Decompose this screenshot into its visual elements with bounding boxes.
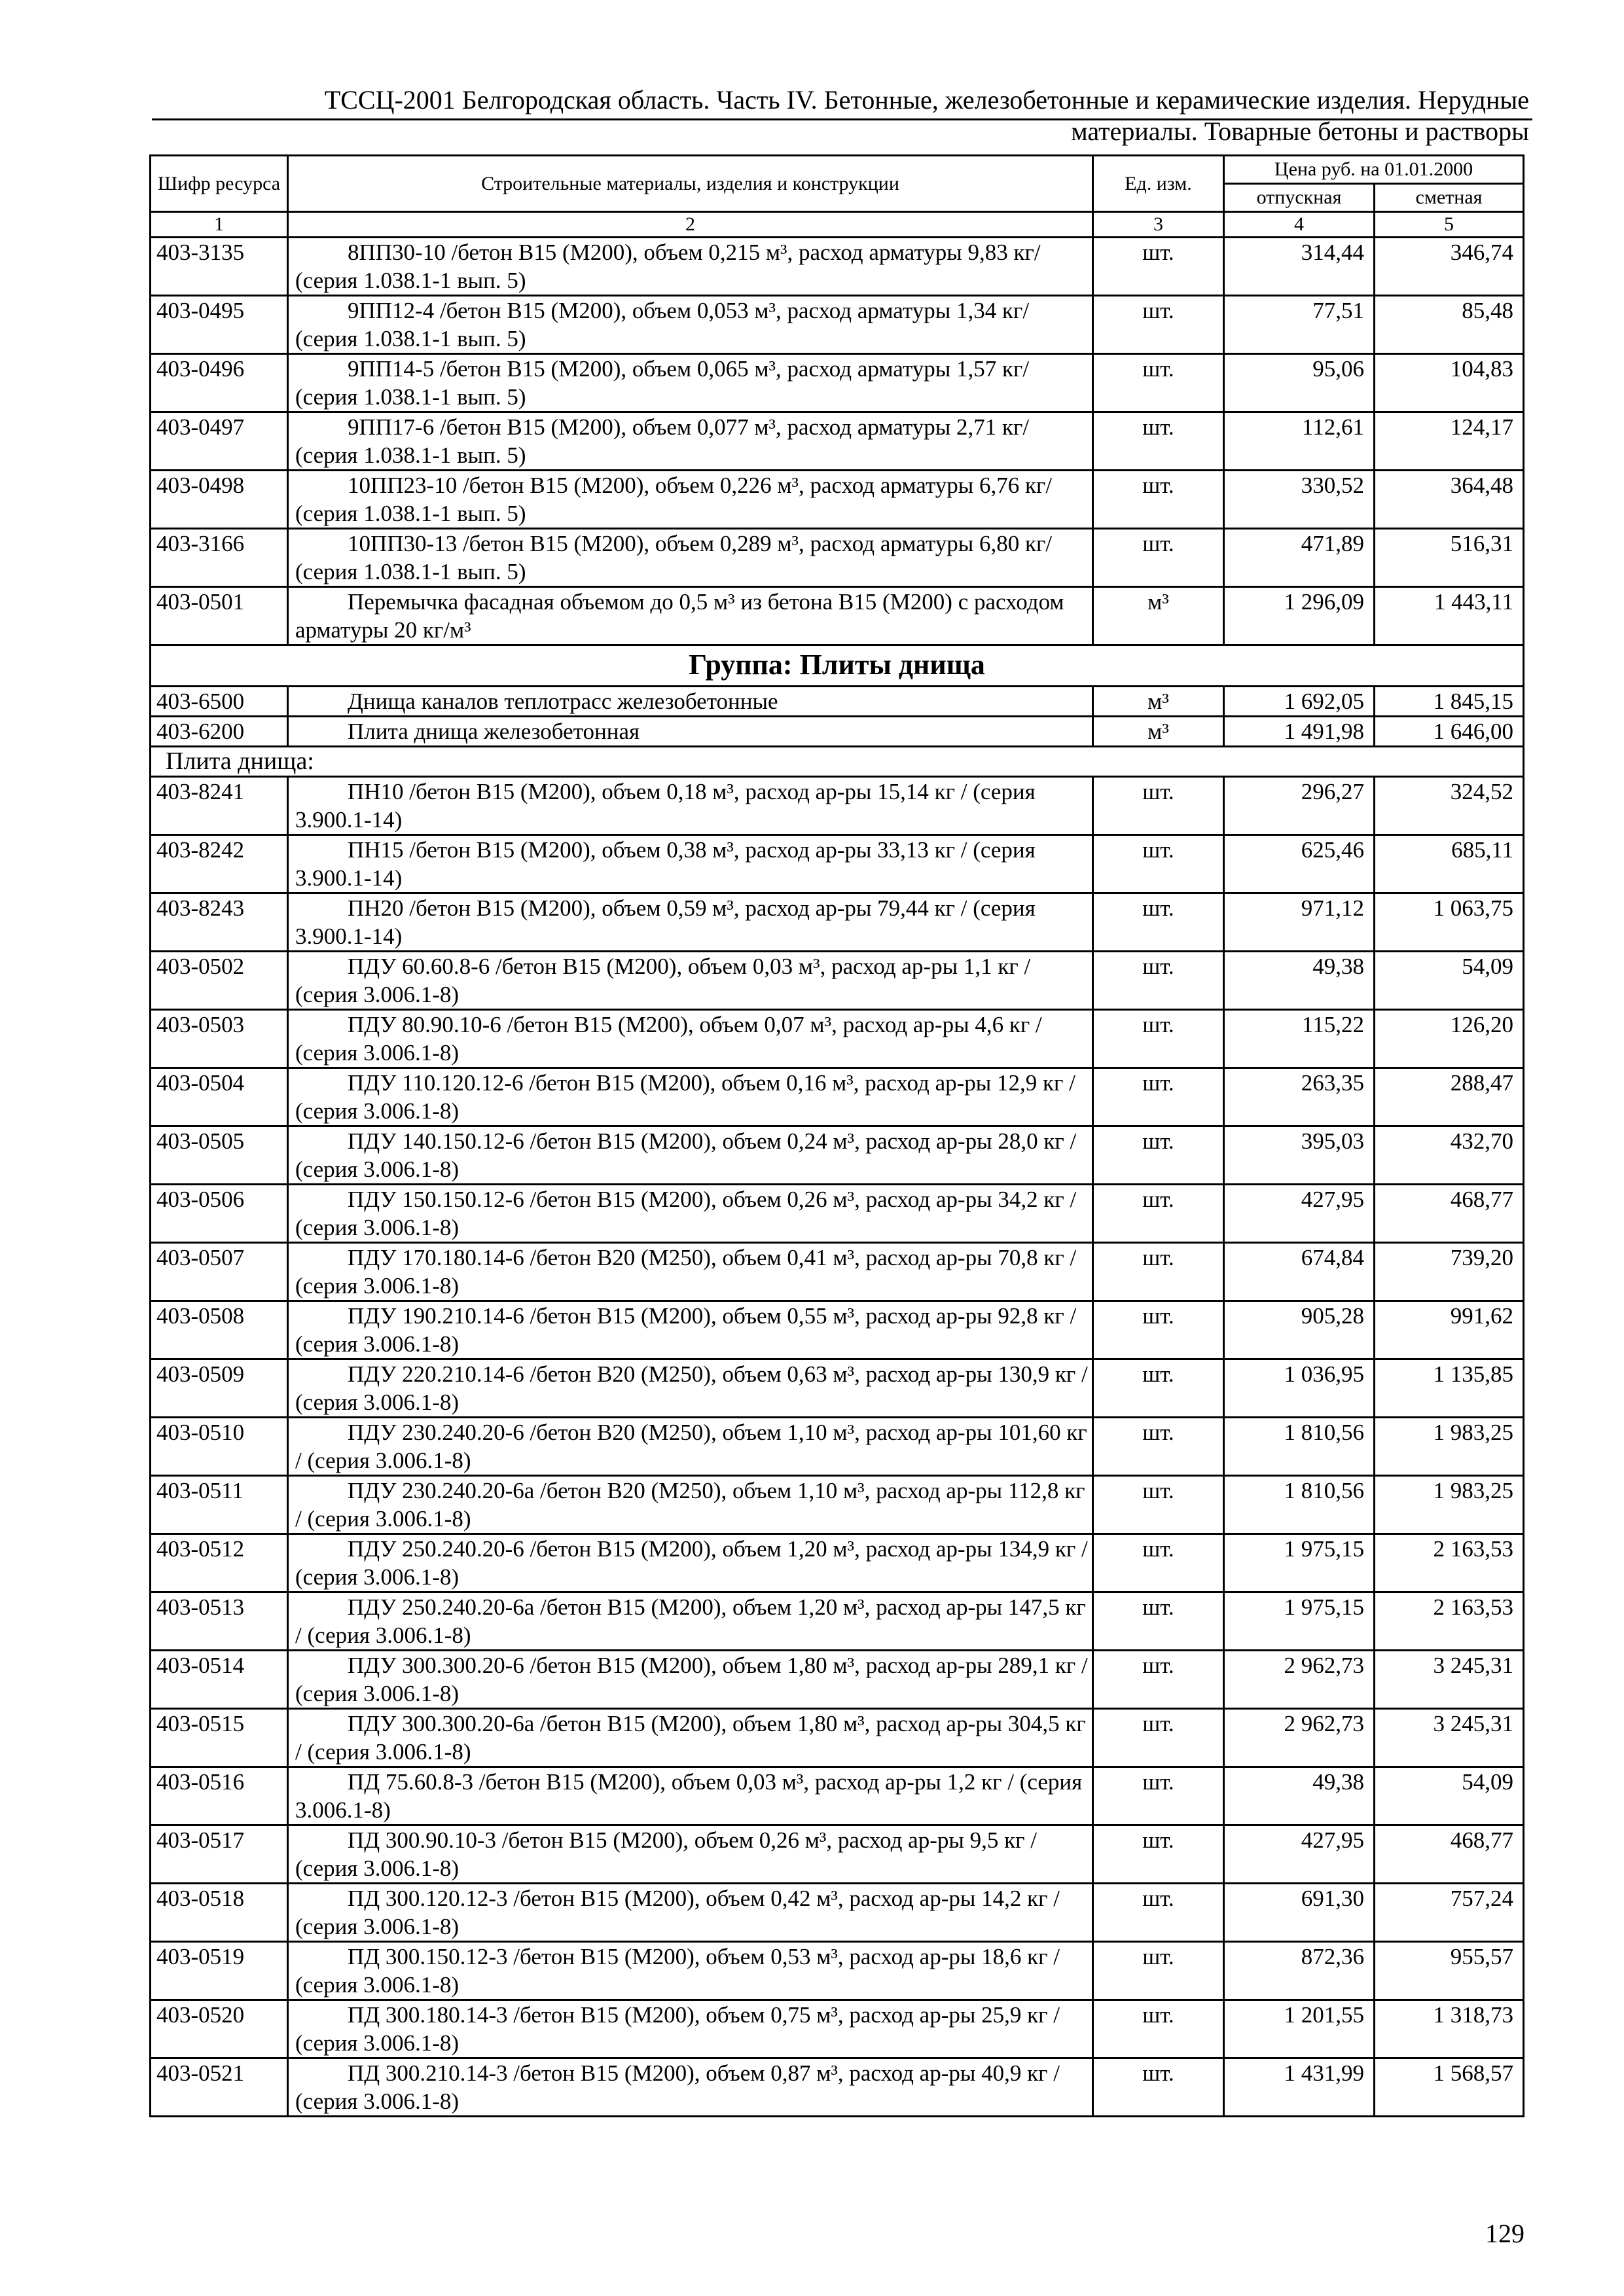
material-name: 9ПП12-4 /бетон В15 (М200), объем 0,053 м³, расход арматуры 1,34 кг/ (серия 1.038.1-1 вып. 5) xyxy=(295,298,1030,351)
estimate-price: 324,52 xyxy=(1375,777,1524,835)
material-description xyxy=(288,296,1093,354)
release-price: 1 810,56 xyxy=(1224,1418,1375,1476)
release-price: 1 975,15 xyxy=(1224,1534,1375,1592)
unit-of-measure: шт. xyxy=(1093,2058,1224,2117)
table-row xyxy=(151,238,1524,296)
release-price: 1 692,05 xyxy=(1224,687,1375,717)
table-row xyxy=(151,1301,1524,1359)
estimate-price: 346,74 xyxy=(1375,238,1524,296)
material-name: Плита днища железобетонная xyxy=(348,719,640,744)
release-price: 314,44 xyxy=(1224,238,1375,296)
material-name: ПДУ 80.90.10-6 /бетон В15 (М200), объем 0,07 м³, расход ар-ры 4,6 кг / (серия 3.006.1-8) xyxy=(295,1012,1042,1066)
unit-of-measure: шт. xyxy=(1093,1418,1224,1476)
unit-of-measure: шт. xyxy=(1093,354,1224,412)
estimate-price: 468,77 xyxy=(1375,1185,1524,1243)
material-name: ПДУ 60.60.8-6 /бетон В15 (М200), объем 0,03 м³, расход ар-ры 1,1 кг / (серия 3.006.1-8) xyxy=(295,954,1031,1007)
material-name: ПДУ 170.180.14-6 /бетон В20 (М250), объем 0,41 м³, расход ар-ры 70,8 кг / (серия 3.006.1-8) xyxy=(295,1245,1077,1299)
table-row xyxy=(151,587,1524,645)
estimate-price: 3 245,31 xyxy=(1375,1709,1524,1767)
table-row xyxy=(151,777,1524,835)
material-description xyxy=(288,1243,1093,1301)
estimate-price: 432,70 xyxy=(1375,1126,1524,1185)
resource-code: 403-0505 xyxy=(151,1126,288,1185)
material-description xyxy=(288,238,1093,296)
resource-code: 403-0521 xyxy=(151,2058,288,2117)
resource-code: 403-3166 xyxy=(151,529,288,587)
estimate-price: 54,09 xyxy=(1375,1767,1524,1825)
unit-of-measure: шт. xyxy=(1093,1884,1224,1942)
release-price: 49,38 xyxy=(1224,952,1375,1010)
unit-of-measure: шт. xyxy=(1093,835,1224,893)
estimate-price: 685,11 xyxy=(1375,835,1524,893)
table-row xyxy=(151,1884,1524,1942)
unit-of-measure: шт. xyxy=(1093,1010,1224,1068)
material-name: ПН15 /бетон В15 (М200), объем 0,38 м³, расход ар-ры 33,13 кг / (серия 3.900.1-14) xyxy=(295,837,1036,891)
material-description xyxy=(288,354,1093,412)
release-price: 1 201,55 xyxy=(1224,2000,1375,2058)
release-price: 691,30 xyxy=(1224,1884,1375,1942)
unit-of-measure: шт. xyxy=(1093,1068,1224,1126)
table-row xyxy=(151,1418,1524,1476)
unit-of-measure: шт. xyxy=(1093,1767,1224,1825)
estimate-price: 2 163,53 xyxy=(1375,1592,1524,1651)
material-description xyxy=(288,687,1093,717)
resource-code: 403-0520 xyxy=(151,2000,288,2058)
material-description xyxy=(288,1126,1093,1185)
material-description xyxy=(288,777,1093,835)
unit-of-measure: шт. xyxy=(1093,1243,1224,1301)
material-description xyxy=(288,471,1093,529)
column-header-code: Шифр ресурса xyxy=(151,156,288,212)
material-name: ПДУ 230.240.20-6а /бетон В20 (М250), объем 1,10 м³, расход ар-ры 112,8 кг / (серия 3.006.1-8) xyxy=(295,1478,1085,1532)
material-description xyxy=(288,529,1093,587)
release-price: 2 962,73 xyxy=(1224,1709,1375,1767)
estimate-price: 739,20 xyxy=(1375,1243,1524,1301)
unit-of-measure: шт. xyxy=(1093,952,1224,1010)
table-row xyxy=(151,296,1524,354)
material-description xyxy=(288,1068,1093,1126)
table-row xyxy=(151,717,1524,747)
resource-code: 403-0511 xyxy=(151,1476,288,1534)
material-name: 8ПП30-10 /бетон В15 (М200), объем 0,215 м³, расход арматуры 9,83 кг/ (серия 1.038.1-1 вып. 5) xyxy=(295,240,1041,293)
estimate-price: 2 163,53 xyxy=(1375,1534,1524,1592)
table-row xyxy=(151,1651,1524,1709)
estimate-price: 757,24 xyxy=(1375,1884,1524,1942)
material-name: ПДУ 190.210.14-6 /бетон В15 (М200), объем 0,55 м³, расход ар-ры 92,8 кг / (серия 3.006.1-8) xyxy=(295,1303,1077,1357)
resource-code: 403-8242 xyxy=(151,835,288,893)
unit-of-measure: шт. xyxy=(1093,1185,1224,1243)
resource-code: 403-6500 xyxy=(151,687,288,717)
material-name: 10ПП23-10 /бетон В15 (М200), объем 0,226 м³, расход арматуры 6,76 кг/ (серия 1.038.1-1 вып. 5) xyxy=(295,473,1053,526)
release-price: 905,28 xyxy=(1224,1301,1375,1359)
release-price: 971,12 xyxy=(1224,893,1375,952)
material-name: Перемычка фасадная объемом до 0,5 м³ из бетона В15 (М200) с расходом арматуры 20 кг/м³ xyxy=(295,589,1064,643)
release-price: 95,06 xyxy=(1224,354,1375,412)
group-heading-row xyxy=(151,645,1524,687)
release-price: 1 810,56 xyxy=(1224,1476,1375,1534)
estimate-price: 468,77 xyxy=(1375,1825,1524,1884)
material-name: ПД 300.180.14-3 /бетон В15 (М200), объем 0,75 м³, расход ар-ры 25,9 кг / (серия 3.006.1-8) xyxy=(295,2002,1060,2056)
table-row xyxy=(151,1185,1524,1243)
table-row xyxy=(151,412,1524,471)
estimate-price: 364,48 xyxy=(1375,471,1524,529)
table-row xyxy=(151,1825,1524,1884)
resource-code: 403-0506 xyxy=(151,1185,288,1243)
unit-of-measure: шт. xyxy=(1093,893,1224,952)
table-row xyxy=(151,2000,1524,2058)
material-name: ПДУ 230.240.20-6 /бетон В20 (М250), объем 1,10 м³, расход ар-ры 101,60 кг / (серия 3.006.1-8) xyxy=(295,1420,1087,1473)
estimate-price: 288,47 xyxy=(1375,1068,1524,1126)
unit-of-measure: шт. xyxy=(1093,1592,1224,1651)
release-price: 77,51 xyxy=(1224,296,1375,354)
resource-code: 403-0513 xyxy=(151,1592,288,1651)
estimate-price: 1 845,15 xyxy=(1375,687,1524,717)
unit-of-measure: м³ xyxy=(1093,587,1224,645)
table-row xyxy=(151,687,1524,717)
resource-code: 403-8243 xyxy=(151,893,288,952)
material-description xyxy=(288,1942,1093,2000)
unit-of-measure: м³ xyxy=(1093,717,1224,747)
estimate-price: 991,62 xyxy=(1375,1301,1524,1359)
material-description xyxy=(288,1301,1093,1359)
resource-code: 403-0504 xyxy=(151,1068,288,1126)
column-header-unit: Ед. изм. xyxy=(1093,156,1224,212)
page-number: 129 xyxy=(1485,2219,1525,2248)
unit-of-measure: шт. xyxy=(1093,1126,1224,1185)
column-header-price-estimate: сметная xyxy=(1375,184,1524,212)
estimate-price: 3 245,31 xyxy=(1375,1651,1524,1709)
material-description xyxy=(288,1359,1093,1418)
estimate-price: 85,48 xyxy=(1375,296,1524,354)
resource-code: 403-0518 xyxy=(151,1884,288,1942)
resource-code: 403-0502 xyxy=(151,952,288,1010)
material-description xyxy=(288,1476,1093,1534)
release-price: 1 491,98 xyxy=(1224,717,1375,747)
material-description xyxy=(288,1534,1093,1592)
material-name: ПН10 /бетон В15 (М200), объем 0,18 м³, расход ар-ры 15,14 кг / (серия 3.900.1-14) xyxy=(295,779,1036,833)
material-name: ПДУ 300.300.20-6а /бетон В15 (М200), объем 1,80 м³, расход ар-ры 304,5 кг / (серия 3.006.1-8) xyxy=(295,1711,1086,1765)
release-price: 263,35 xyxy=(1224,1068,1375,1126)
unit-of-measure: м³ xyxy=(1093,687,1224,717)
resource-code: 403-0498 xyxy=(151,471,288,529)
material-name: ПД 300.210.14-3 /бетон В15 (М200), объем 0,87 м³, расход ар-ры 40,9 кг / (серия 3.006.1-8) xyxy=(295,2060,1060,2114)
table-row xyxy=(151,893,1524,952)
material-description xyxy=(288,1884,1093,1942)
estimate-price: 126,20 xyxy=(1375,1010,1524,1068)
resource-code: 403-0501 xyxy=(151,587,288,645)
material-name: 9ПП14-5 /бетон В15 (М200), объем 0,065 м³, расход арматуры 1,57 кг/ (серия 1.038.1-1 вып. 5) xyxy=(295,356,1030,410)
material-name: 10ПП30-13 /бетон В15 (М200), объем 0,289 м³, расход арматуры 6,80 кг/ (серия 1.038.1-1 вып. 5) xyxy=(295,531,1053,584)
estimate-price: 1 318,73 xyxy=(1375,2000,1524,2058)
estimate-price: 1 983,25 xyxy=(1375,1418,1524,1476)
subheading-row xyxy=(151,747,1524,777)
table-row xyxy=(151,1068,1524,1126)
release-price: 395,03 xyxy=(1224,1126,1375,1185)
material-description xyxy=(288,2058,1093,2117)
release-price: 1 975,15 xyxy=(1224,1592,1375,1651)
table-row xyxy=(151,1942,1524,2000)
unit-of-measure: шт. xyxy=(1093,529,1224,587)
material-name: ПДУ 110.120.12-6 /бетон В15 (М200), объем 0,16 м³, расход ар-ры 12,9 кг / (серия 3.006.1-8) xyxy=(295,1070,1075,1124)
column-number: 2 xyxy=(288,212,1093,238)
release-price: 427,95 xyxy=(1224,1185,1375,1243)
release-price: 296,27 xyxy=(1224,777,1375,835)
resource-code: 403-0509 xyxy=(151,1359,288,1418)
resource-code: 403-0507 xyxy=(151,1243,288,1301)
table-row xyxy=(151,1126,1524,1185)
material-name: ПН20 /бетон В15 (М200), объем 0,59 м³, расход ар-ры 79,44 кг / (серия 3.900.1-14) xyxy=(295,895,1036,949)
resource-code: 403-0508 xyxy=(151,1301,288,1359)
release-price: 471,89 xyxy=(1224,529,1375,587)
material-name: 9ПП17-6 /бетон В15 (М200), объем 0,077 м³, расход арматуры 2,71 кг/ (серия 1.038.1-1 вып. 5) xyxy=(295,414,1030,468)
estimate-price: 1 063,75 xyxy=(1375,893,1524,952)
resource-code: 403-6200 xyxy=(151,717,288,747)
estimate-price: 1 568,57 xyxy=(1375,2058,1524,2117)
unit-of-measure: шт. xyxy=(1093,2000,1224,2058)
material-name: ПДУ 150.150.12-6 /бетон В15 (М200), объем 0,26 м³, расход ар-ры 34,2 кг / (серия 3.006.1-8) xyxy=(295,1187,1077,1240)
table-row xyxy=(151,471,1524,529)
material-name: ПД 300.120.12-3 /бетон В15 (М200), объем 0,42 м³, расход ар-ры 14,2 кг / (серия 3.006.1-8) xyxy=(295,1886,1060,1939)
estimate-price: 54,09 xyxy=(1375,952,1524,1010)
group-heading: Группа: Плиты днища xyxy=(151,645,1524,687)
material-description xyxy=(288,952,1093,1010)
resource-code: 403-0496 xyxy=(151,354,288,412)
release-price: 115,22 xyxy=(1224,1010,1375,1068)
material-name: ПДУ 250.240.20-6 /бетон В15 (М200), объем 1,20 м³, расход ар-ры 134,9 кг / (серия 3.006.1-8) xyxy=(295,1536,1088,1590)
release-price: 872,36 xyxy=(1224,1942,1375,2000)
material-name: Днища каналов теплотрасс железобетонные xyxy=(348,689,778,714)
material-description xyxy=(288,835,1093,893)
table-row xyxy=(151,1359,1524,1418)
column-number: 1 xyxy=(151,212,288,238)
release-price: 427,95 xyxy=(1224,1825,1375,1884)
table-row xyxy=(151,1243,1524,1301)
material-description xyxy=(288,1825,1093,1884)
material-description xyxy=(288,412,1093,471)
resource-code: 403-0514 xyxy=(151,1651,288,1709)
unit-of-measure: шт. xyxy=(1093,1476,1224,1534)
material-name: ПД 300.150.12-3 /бетон В15 (М200), объем 0,53 м³, расход ар-ры 18,6 кг / (серия 3.006.1-8) xyxy=(295,1944,1060,1998)
unit-of-measure: шт. xyxy=(1093,1709,1224,1767)
table-row xyxy=(151,2058,1524,2117)
column-header-price-release: отпускная xyxy=(1224,184,1375,212)
unit-of-measure: шт. xyxy=(1093,1534,1224,1592)
unit-of-measure: шт. xyxy=(1093,1359,1224,1418)
table-row xyxy=(151,952,1524,1010)
material-name: ПД 75.60.8-3 /бетон В15 (М200), объем 0,03 м³, расход ар-ры 1,2 кг / (серия 3.006.1-8) xyxy=(295,1769,1083,1823)
document-header-title: ТССЦ-2001 Белгородская область. Часть IV. Бетонные, железобетонные и керамические изделия. Нерудные xyxy=(324,85,1529,115)
table-row xyxy=(151,529,1524,587)
resource-code: 403-0515 xyxy=(151,1709,288,1767)
material-name: ПДУ 220.210.14-6 /бетон В20 (М250), объем 0,63 м³, расход ар-ры 130,9 кг / (серия 3.006.1-8) xyxy=(295,1361,1088,1415)
resource-code: 403-0519 xyxy=(151,1942,288,2000)
unit-of-measure: шт. xyxy=(1093,412,1224,471)
table-row xyxy=(151,835,1524,893)
price-table xyxy=(149,154,1525,2117)
unit-of-measure: шт. xyxy=(1093,1651,1224,1709)
table-row xyxy=(151,1709,1524,1767)
material-description xyxy=(288,587,1093,645)
material-description xyxy=(288,1010,1093,1068)
material-description xyxy=(288,1709,1093,1767)
resource-code: 403-0512 xyxy=(151,1534,288,1592)
resource-code: 403-0503 xyxy=(151,1010,288,1068)
resource-code: 403-3135 xyxy=(151,238,288,296)
table-row xyxy=(151,1592,1524,1651)
material-description xyxy=(288,2000,1093,2058)
resource-code: 403-0495 xyxy=(151,296,288,354)
estimate-price: 1 646,00 xyxy=(1375,717,1524,747)
unit-of-measure: шт. xyxy=(1093,777,1224,835)
table-row xyxy=(151,354,1524,412)
column-number: 5 xyxy=(1375,212,1524,238)
material-description xyxy=(288,1767,1093,1825)
material-name: ПДУ 300.300.20-6 /бетон В15 (М200), объем 1,80 м³, расход ар-ры 289,1 кг / (серия 3.006.1-8) xyxy=(295,1653,1088,1706)
resource-code: 403-0516 xyxy=(151,1767,288,1825)
table-row xyxy=(151,1476,1524,1534)
resource-code: 403-8241 xyxy=(151,777,288,835)
column-header-name: Строительные материалы, изделия и конструкции xyxy=(288,156,1093,212)
column-number: 3 xyxy=(1093,212,1224,238)
material-description xyxy=(288,1185,1093,1243)
release-price: 674,84 xyxy=(1224,1243,1375,1301)
release-price: 49,38 xyxy=(1224,1767,1375,1825)
estimate-price: 1 135,85 xyxy=(1375,1359,1524,1418)
estimate-price: 124,17 xyxy=(1375,412,1524,471)
unit-of-measure: шт. xyxy=(1093,238,1224,296)
resource-code: 403-0517 xyxy=(151,1825,288,1884)
document-header-subtitle: материалы. Товарные бетоны и растворы xyxy=(1071,117,1529,146)
material-description xyxy=(288,1418,1093,1476)
release-price: 112,61 xyxy=(1224,412,1375,471)
release-price: 1 036,95 xyxy=(1224,1359,1375,1418)
release-price: 1 431,99 xyxy=(1224,2058,1375,2117)
column-header-price-group: Цена руб. на 01.01.2000 xyxy=(1224,156,1524,184)
estimate-price: 1 983,25 xyxy=(1375,1476,1524,1534)
column-number-row xyxy=(151,212,1524,238)
material-name: ПДУ 250.240.20-6а /бетон В15 (М200), объем 1,20 м³, расход ар-ры 147,5 кг / (серия 3.006.1-8) xyxy=(295,1594,1086,1648)
material-name: ПД 300.90.10-3 /бетон В15 (М200), объем 0,26 м³, расход ар-ры 9,5 кг / (серия 3.006.1-8) xyxy=(295,1827,1037,1881)
unit-of-measure: шт. xyxy=(1093,1942,1224,2000)
table-row xyxy=(151,1010,1524,1068)
table-row xyxy=(151,1767,1524,1825)
material-description xyxy=(288,1592,1093,1651)
unit-of-measure: шт. xyxy=(1093,1825,1224,1884)
resource-code: 403-0510 xyxy=(151,1418,288,1476)
estimate-price: 516,31 xyxy=(1375,529,1524,587)
column-number: 4 xyxy=(1224,212,1375,238)
resource-code: 403-0497 xyxy=(151,412,288,471)
material-description xyxy=(288,1651,1093,1709)
material-description xyxy=(288,893,1093,952)
unit-of-measure: шт. xyxy=(1093,1301,1224,1359)
unit-of-measure: шт. xyxy=(1093,471,1224,529)
table-row xyxy=(151,1534,1524,1592)
release-price: 2 962,73 xyxy=(1224,1651,1375,1709)
estimate-price: 104,83 xyxy=(1375,354,1524,412)
release-price: 1 296,09 xyxy=(1224,587,1375,645)
unit-of-measure: шт. xyxy=(1093,296,1224,354)
material-description xyxy=(288,717,1093,747)
subheading: Плита днища: xyxy=(151,747,1524,777)
estimate-price: 1 443,11 xyxy=(1375,587,1524,645)
material-name: ПДУ 140.150.12-6 /бетон В15 (М200), объем 0,24 м³, расход ар-ры 28,0 кг / (серия 3.006.1-8) xyxy=(295,1128,1077,1182)
release-price: 625,46 xyxy=(1224,835,1375,893)
estimate-price: 955,57 xyxy=(1375,1942,1524,2000)
release-price: 330,52 xyxy=(1224,471,1375,529)
